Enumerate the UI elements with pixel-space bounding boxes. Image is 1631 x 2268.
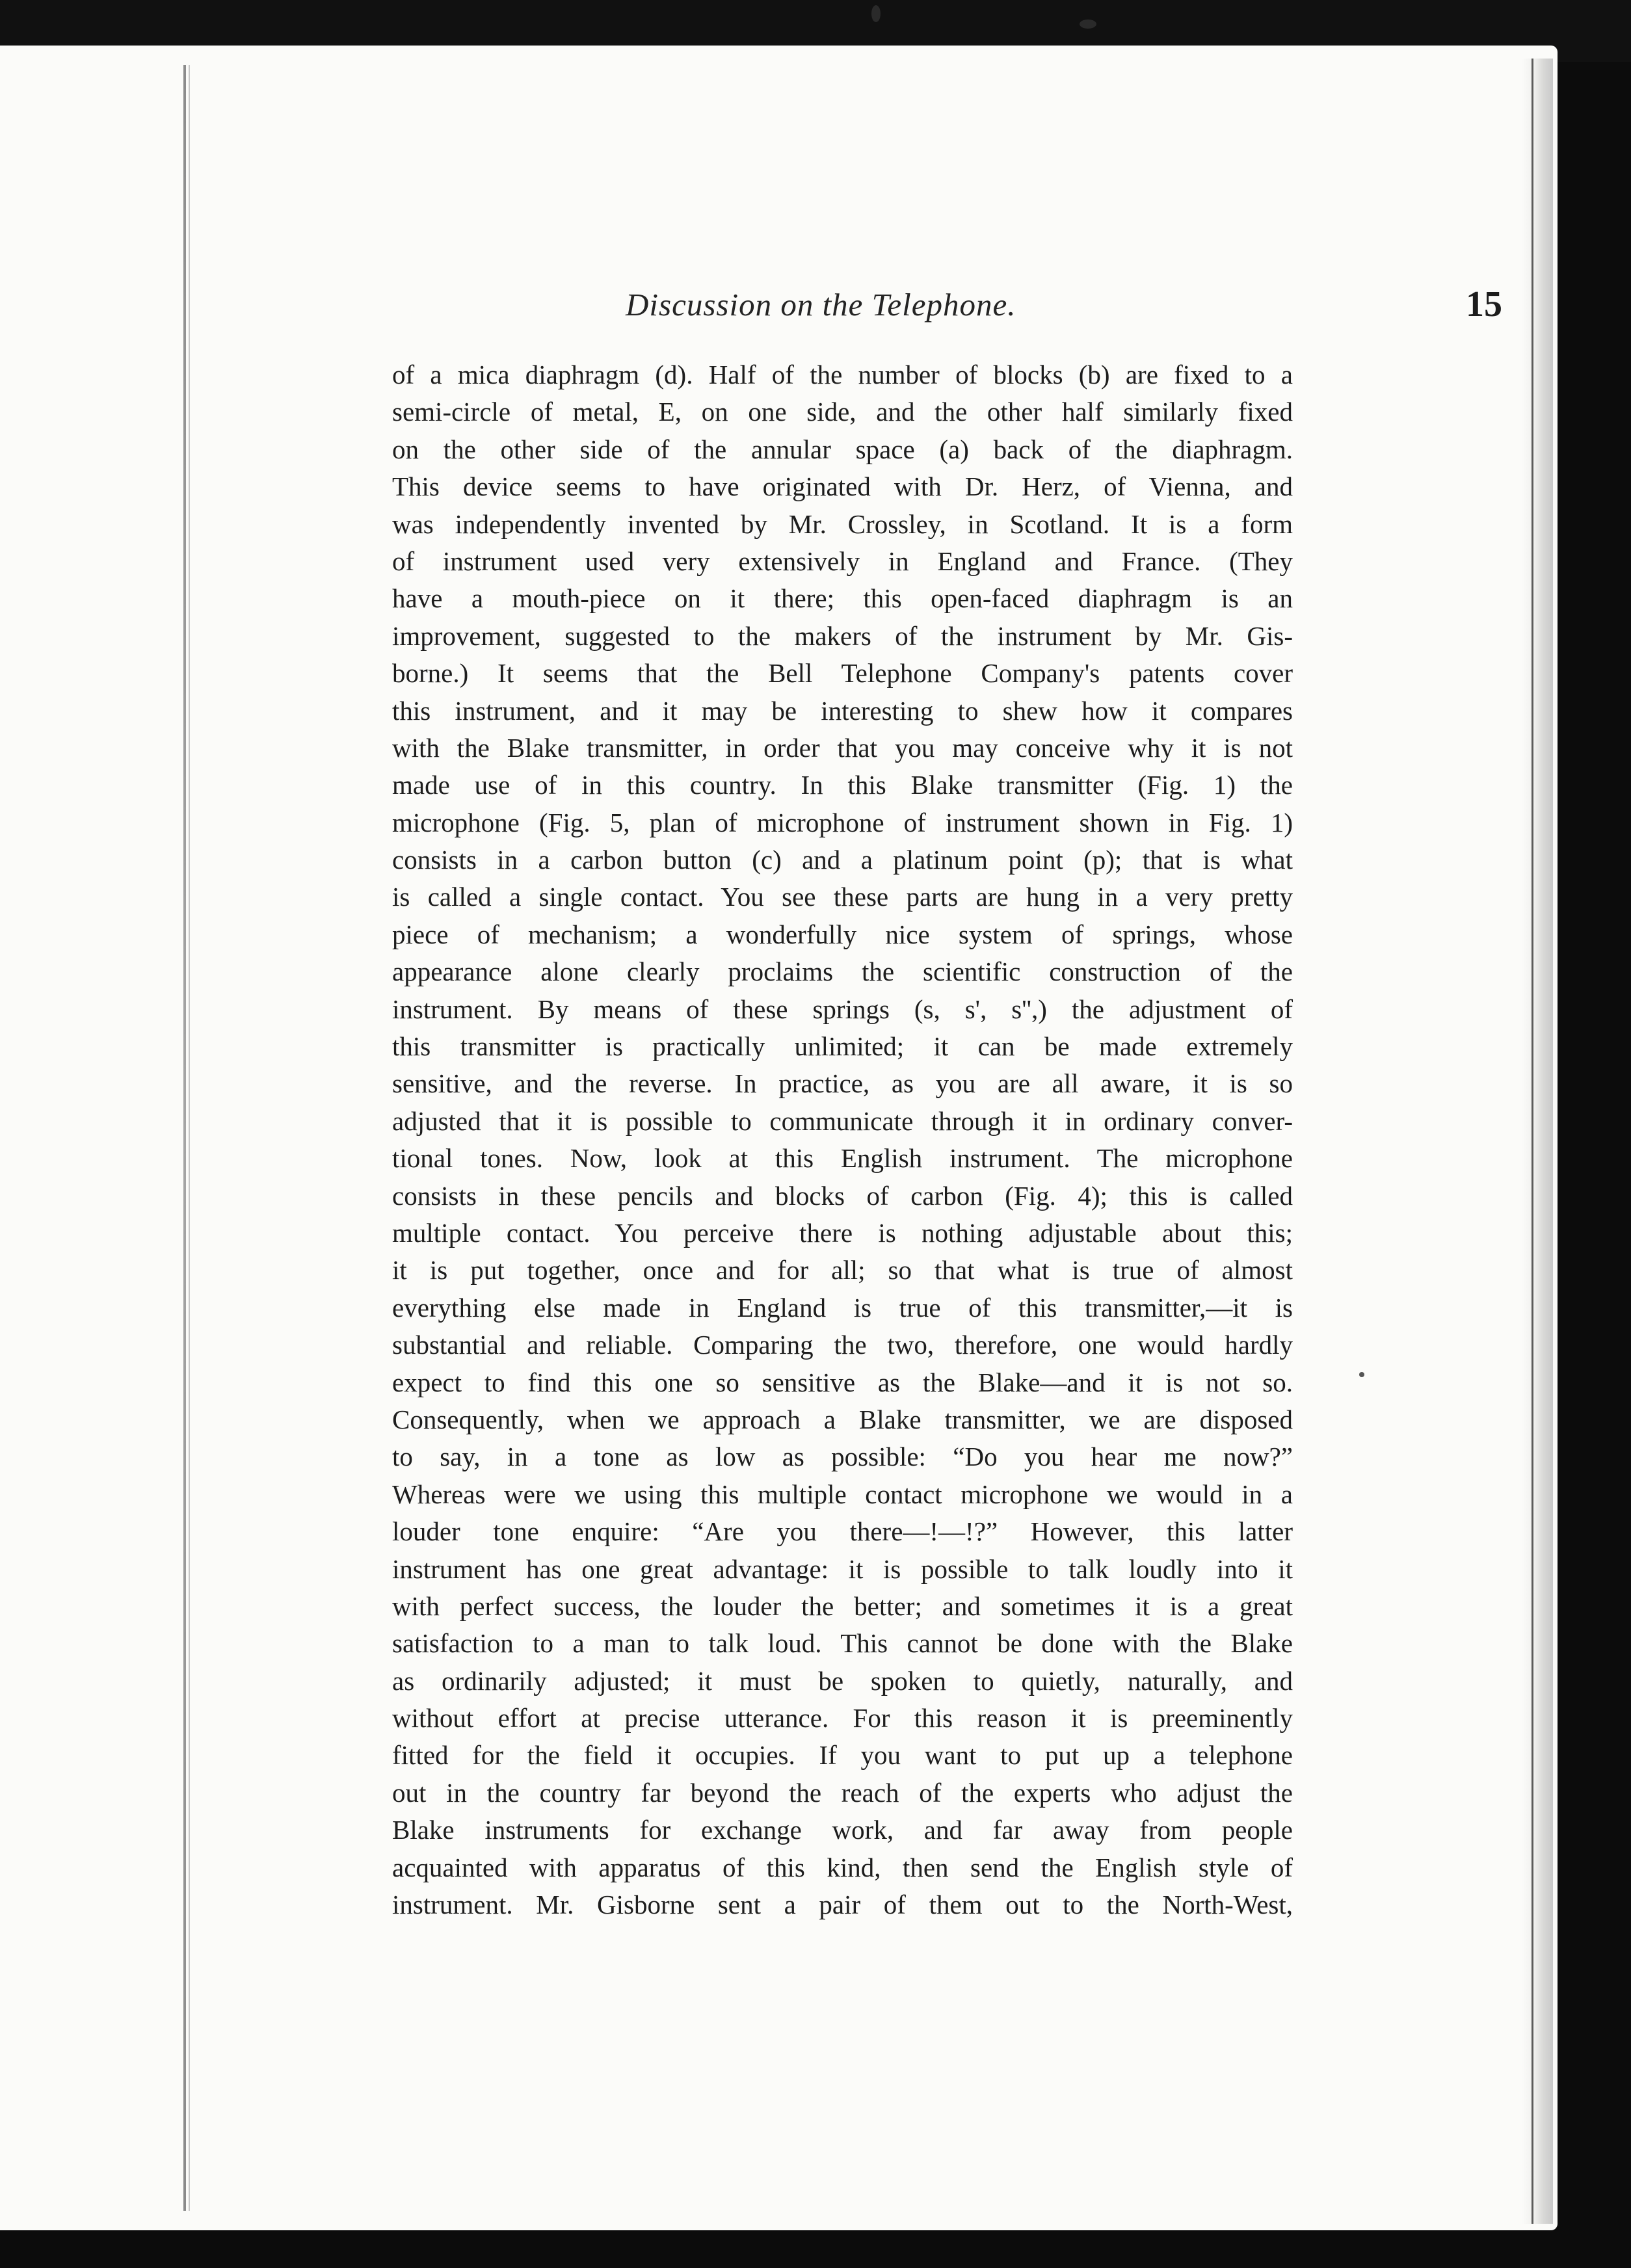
text-line: piece of mechanism; a wonderfully nice system of springs, whose	[392, 919, 1293, 949]
gutter-fold-line	[183, 65, 186, 2211]
book-page	[0, 46, 1558, 2230]
text-line: this instrument, and it may be interesting to shew how it compares	[392, 695, 1293, 726]
text-line: satisfaction to a man to talk loud. This cannot be done with the Blake	[392, 1628, 1293, 1659]
text-line: with perfect success, the louder the better; and sometimes it is a great	[392, 1590, 1293, 1621]
text-line: Consequently, when we approach a Blake transmitter, we are disposed	[392, 1404, 1293, 1434]
text-line: of instrument used very extensively in England and France. (They	[392, 546, 1293, 576]
text-line: of a mica diaphragm (d). Half of the number of blocks (b) are fixed to a	[392, 360, 1293, 389]
text-line: everything else made in England is true of this transmitter,—it is	[392, 1292, 1293, 1323]
text-line: was independently invented by Mr. Crossley, in Scotland. It is a form	[392, 508, 1293, 539]
text-line: as ordinarily adjusted; it must be spoken to quietly, naturally, and	[392, 1665, 1293, 1696]
text-line: out in the country far beyond the reach of the experts who adjust the	[392, 1777, 1293, 1808]
text-line: instrument. By means of these springs (s, s', s'',) the adjustment of	[392, 994, 1293, 1024]
scan-speck	[871, 5, 881, 22]
gutter-fold-shadow	[189, 65, 190, 2211]
text-line: appearance alone clearly proclaims the scientific construction of the	[392, 956, 1293, 987]
scan-speck	[1080, 20, 1096, 29]
text-line: borne.) It seems that the Bell Telephone Company's patents cover	[392, 658, 1293, 689]
text-line: consists in these pencils and blocks of carbon (Fig. 4); this is called	[392, 1180, 1293, 1211]
page-edge-line	[1532, 59, 1533, 2224]
text-line: fitted for the field it occupies. If you want to put up a telephone	[392, 1740, 1293, 1771]
scan-speck	[1359, 1372, 1364, 1377]
text-line: this transmitter is practically unlimited; it can be made extremely	[392, 1031, 1293, 1062]
text-line: is called a single contact. You see these parts are hung in a very pretty	[392, 882, 1293, 912]
text-line: tional tones. Now, look at this English instrument. The microphone	[392, 1143, 1293, 1174]
page-right-edge	[1522, 59, 1553, 2224]
text-line: adjusted that it is possible to communicate through it in ordinary conver-	[392, 1105, 1293, 1136]
text-line: made use of in this country. In this Blake transmitter (Fig. 1) the	[392, 770, 1293, 800]
running-header	[390, 286, 1502, 332]
text-line: it is put together, once and for all; so that what is true of almost	[392, 1255, 1293, 1286]
text-line: improvement, suggested to the makers of the instrument by Mr. Gis-	[392, 620, 1293, 651]
text-line: to say, in a tone as low as possible: “Do you hear me now?”	[392, 1442, 1293, 1472]
text-line: sensitive, and the reverse. In practice, as you are all aware, it is so	[392, 1068, 1293, 1099]
body-text	[392, 356, 1293, 1923]
text-line: microphone (Fig. 5, plan of microphone of instrument shown in Fig. 1)	[392, 807, 1293, 837]
text-line: have a mouth-piece on it there; this open-faced diaphragm is an	[392, 583, 1293, 614]
text-line: Blake instruments for exchange work, and far away from people	[392, 1815, 1293, 1845]
text-line: with the Blake transmitter, in order that you may conceive why it is not	[392, 732, 1293, 763]
text-line: semi-circle of metal, E, on one side, and the other half similarly fixed	[392, 397, 1293, 427]
running-title: Discussion on the Telephone.	[626, 287, 1016, 323]
text-line: acquainted with apparatus of this kind, then send the English style of	[392, 1852, 1293, 1882]
text-line: substantial and reliable. Comparing the two, therefore, one would hardly	[392, 1330, 1293, 1360]
page-number: 15	[1466, 284, 1502, 324]
text-line: multiple contact. You perceive there is nothing adjustable about this;	[392, 1217, 1293, 1248]
text-line: instrument has one great advantage: it is possible to talk loudly into it	[392, 1553, 1293, 1584]
text-line: This device seems to have originated with Dr. Herz, of Vienna, and	[392, 471, 1293, 502]
text-line: instrument. Mr. Gisborne sent a pair of them out to the North-West,	[392, 1890, 1293, 1920]
text-line: expect to find this one so sensitive as the Blake—and it is not so.	[392, 1367, 1293, 1397]
text-line: on the other side of the annular space (a) back of the diaphragm.	[392, 434, 1293, 464]
text-line: consists in a carbon button (c) and a platinum point (p); that is what	[392, 845, 1293, 875]
text-line: Whereas were we using this multiple contact microphone we would in a	[392, 1479, 1293, 1509]
text-line: without effort at precise utterance. For this reason it is preeminently	[392, 1703, 1293, 1734]
text-line: louder tone enquire: “Are you there—!—!?” However, this latter	[392, 1516, 1293, 1547]
